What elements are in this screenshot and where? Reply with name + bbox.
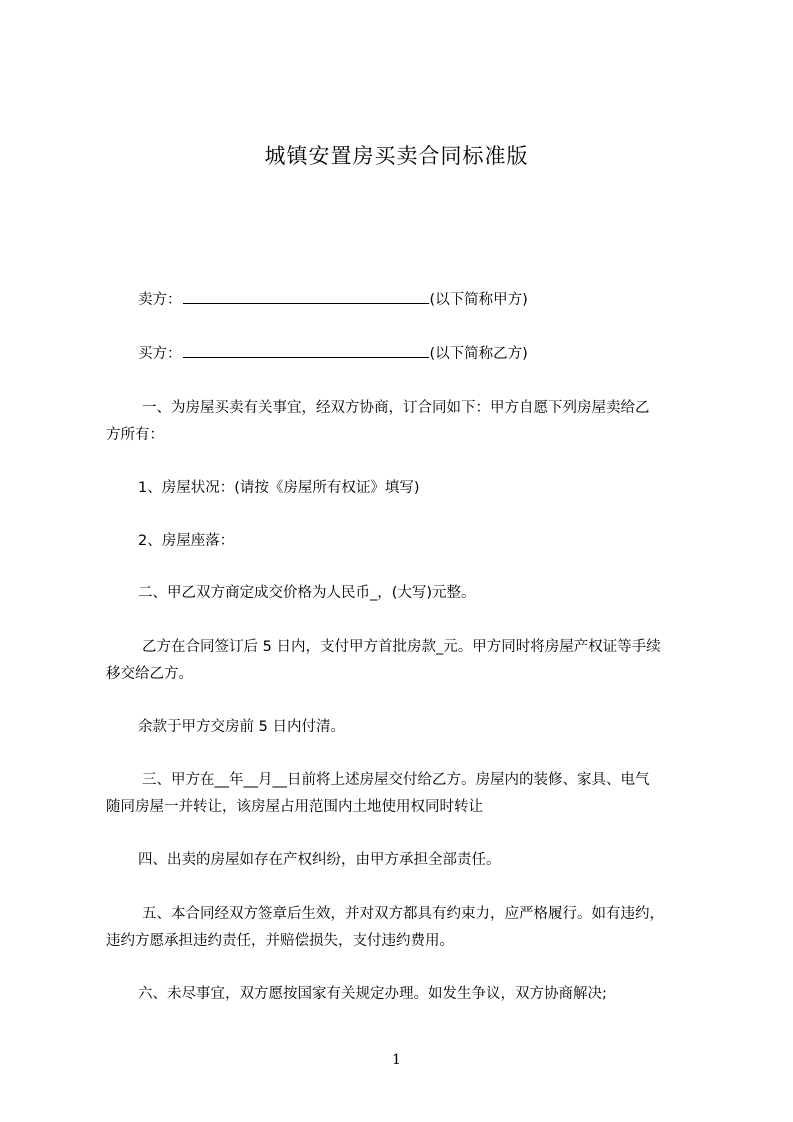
page-title: 城镇安置房买卖合同标准版 [264, 144, 529, 168]
seller-label: 卖方： [138, 292, 182, 308]
item-1: 1、房屋状况：(请按《房屋所有权证》填写) [138, 480, 420, 496]
page-number: 1 [392, 1052, 401, 1068]
payment-line-1: 乙方在合同签订后 5 日内，支付甲方首批房款_元。甲方同时将房屋产权证等手续 [142, 639, 661, 655]
seller-suffix: (以下简称甲方) [429, 292, 528, 308]
clause-4: 四、出卖的房屋如存在产权纠纷，由甲方承担全部责任。 [138, 852, 501, 868]
clause-1-line-2: 方所有： [106, 427, 164, 443]
buyer-line [106, 339, 706, 369]
clause-5-line-2: 违约方愿承担违约责任，并赔偿损失，支付违约费用。 [106, 933, 454, 949]
seller-line [106, 285, 706, 315]
clause-1-line-1: 一、为房屋买卖有关事宜，经双方协商，订合同如下：甲方自愿下列房屋卖给乙 [142, 400, 650, 416]
clause-2: 二、甲乙双方商定成交价格为人民币_，(大写)元整。 [138, 585, 476, 601]
clause-3-line-1: 三、甲方在__年__月__日前将上述房屋交付给乙方。房屋内的装修、家具、电气 [142, 772, 650, 788]
payment-line-2: 移交给乙方。 [106, 666, 193, 682]
buyer-suffix: (以下简称乙方) [429, 346, 528, 362]
item-2: 2、房屋座落： [138, 533, 235, 549]
buyer-blank [183, 341, 429, 358]
buyer-label: 买方： [138, 346, 182, 362]
clause-5-line-1: 五、本合同经双方签章后生效，并对双方都具有约束力，应严格履行。如有违约， [142, 906, 664, 922]
balance-line: 余款于甲方交房前 5 日内付清。 [138, 719, 345, 735]
seller-blank [183, 287, 429, 304]
clause-6: 六、未尽事宜，双方愿按国家有关规定办理。如发生争议，双方协商解决; [138, 986, 607, 1002]
clause-3-line-2: 随同房屋一并转让，该房屋占用范围内土地使用权同时转让 [106, 799, 483, 815]
